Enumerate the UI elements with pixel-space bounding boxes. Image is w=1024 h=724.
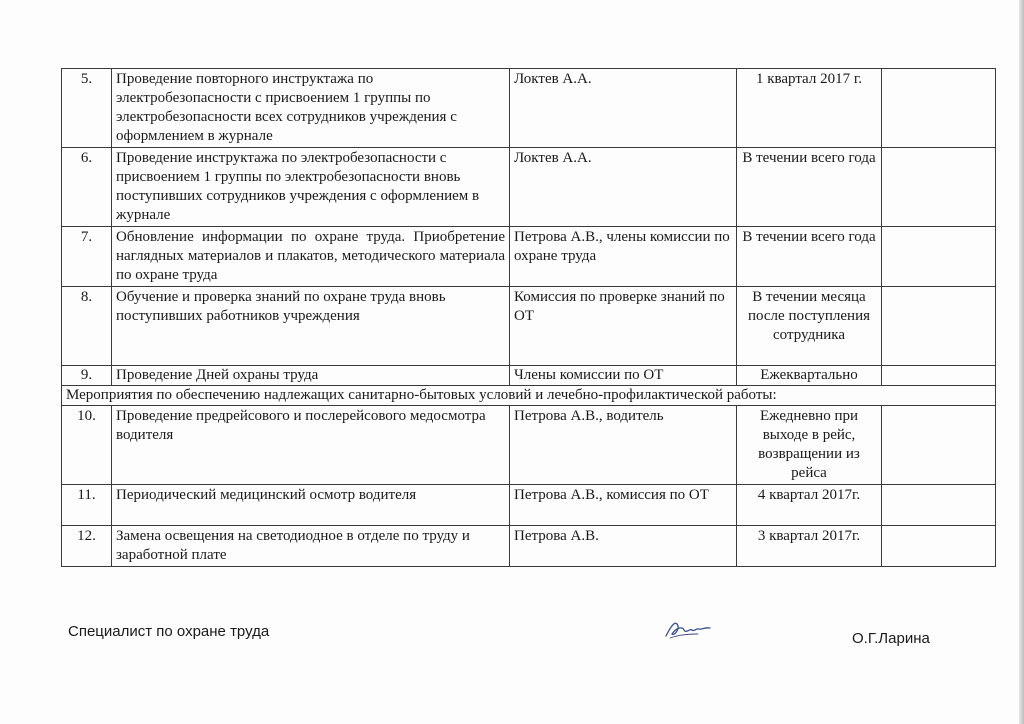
responsible-cell: Члены комиссии по ОТ: [510, 366, 737, 386]
row-number: 5.: [62, 69, 112, 148]
table-row: [62, 406, 996, 485]
responsible-cell: Локтев А.А.: [510, 148, 737, 227]
term-cell: Ежедневно при выходе в рейс, возвращении из рейса: [737, 406, 882, 485]
responsible-cell: Петрова А.В., комиссия по ОТ: [510, 485, 737, 526]
responsible-cell: Петрова А.В., водитель: [510, 406, 737, 485]
note-cell: [882, 227, 996, 287]
table-row: [62, 148, 996, 227]
table-row: [62, 485, 996, 526]
note-cell: [882, 148, 996, 227]
task-cell: Проведение Дней охраны труда: [112, 366, 510, 386]
term-cell: В течении месяца после поступления сотрудника: [737, 287, 882, 366]
measures-table: [61, 68, 996, 567]
task-cell: Проведение повторного инструктажа по электробезопасности с присвоением 1 группы по электробезопасности всех сотрудников учреждения с оформлением в журнале: [112, 69, 510, 148]
table-row: [62, 366, 996, 386]
note-cell: [882, 526, 996, 567]
row-number: 11.: [62, 485, 112, 526]
responsible-cell: Петрова А.В., члены комиссии по охране труда: [510, 227, 737, 287]
row-number: 6.: [62, 148, 112, 227]
signatory-position: Специалист по охране труда: [68, 623, 270, 640]
task-cell: Обучение и проверка знаний по охране труда вновь поступивших работников учреждения: [112, 287, 510, 366]
signatory-name: О.Г.Ларина: [852, 630, 930, 647]
task-cell: Обновление информации по охране труда. Приобретение наглядных материалов и плакатов, методического материала по охране труда: [112, 227, 510, 287]
responsible-cell: Локтев А.А.: [510, 69, 737, 148]
row-number: 12.: [62, 526, 112, 567]
responsible-cell: Комиссия по проверке знаний по ОТ: [510, 287, 737, 366]
term-cell: 4 квартал 2017г.: [737, 485, 882, 526]
section-header-row: [62, 386, 996, 406]
note-cell: [882, 366, 996, 386]
row-number: 7.: [62, 227, 112, 287]
table-row: [62, 227, 996, 287]
table-row: [62, 287, 996, 366]
task-cell: Периодический медицинский осмотр водителя: [112, 485, 510, 526]
term-cell: В течении всего года: [737, 148, 882, 227]
table-row: [62, 526, 996, 567]
term-cell: Ежеквартально: [737, 366, 882, 386]
handwritten-signature: [664, 616, 712, 642]
note-cell: [882, 287, 996, 366]
note-cell: [882, 69, 996, 148]
term-cell: В течении всего года: [737, 227, 882, 287]
task-cell: Проведение инструктажа по электробезопасности с присвоением 1 группы по электробезопасности вновь поступивших сотрудников учреждения с оформлением в журнале: [112, 148, 510, 227]
term-cell: 1 квартал 2017 г.: [737, 69, 882, 148]
task-cell: Замена освещения на светодиодное в отделе по труду и заработной плате: [112, 526, 510, 567]
term-cell: 3 квартал 2017г.: [737, 526, 882, 567]
table-row: [62, 69, 996, 148]
section-title: Мероприятия по обеспечению надлежащих санитарно-бытовых условий и лечебно-профилактической работы:: [62, 386, 996, 406]
note-cell: [882, 485, 996, 526]
scan-edge-shadow: [1019, 0, 1024, 724]
task-cell: Проведение предрейсового и послерейсового медосмотра водителя: [112, 406, 510, 485]
row-number: 9.: [62, 366, 112, 386]
row-number: 10.: [62, 406, 112, 485]
responsible-cell: Петрова А.В.: [510, 526, 737, 567]
row-number: 8.: [62, 287, 112, 366]
note-cell: [882, 406, 996, 485]
